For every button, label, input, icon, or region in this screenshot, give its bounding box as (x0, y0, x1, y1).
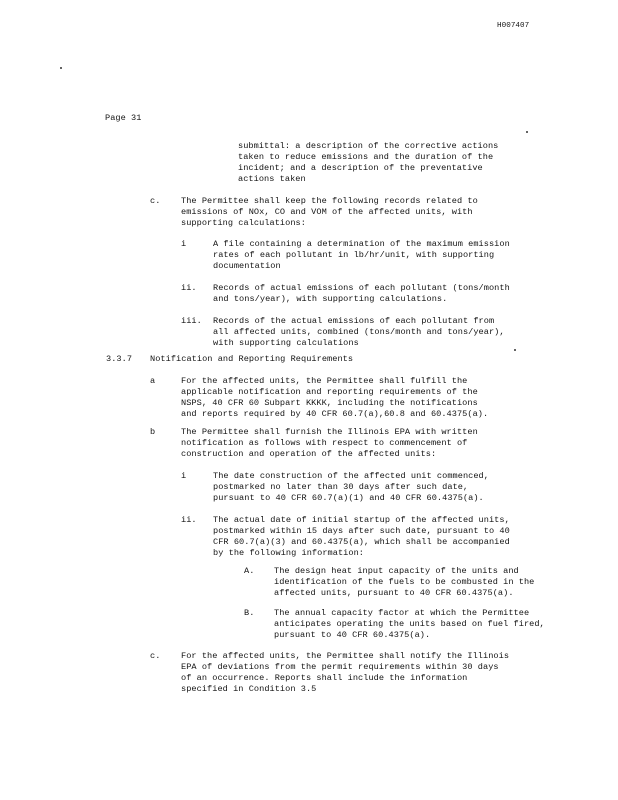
document-id: H007407 (497, 22, 530, 30)
continuation-line: incident; and a description of the preventative (238, 163, 483, 173)
paragraph-line: NSPS, 40 CFR 60 Subpart KKKK, including the notifications (181, 398, 478, 408)
scan-speck (526, 131, 528, 133)
paragraph-line: For the affected units, the Permittee shall notify the Illinois (181, 651, 510, 661)
section-number: 3.3.7 (106, 354, 133, 364)
continuation-line: taken to reduce emissions and the duration of the (238, 152, 494, 162)
paragraph-line: A file containing a determination of the maximum emission (213, 239, 510, 249)
list-marker: ii. (181, 515, 197, 525)
paragraph-line: The design heat input capacity of the units and (274, 566, 519, 576)
paragraph-line: rates of each pollutant in lb/hr/unit, with supporting (213, 250, 495, 260)
list-marker: c. (150, 651, 161, 661)
paragraph-line: with supporting calculations (213, 338, 359, 348)
paragraph-line: pursuant to 40 CFR 60.7(a)(1) and 40 CFR 60.4375(a). (213, 493, 484, 503)
paragraph-line: of an occurrence. Reports shall include the information (181, 673, 468, 683)
paragraph-line: For the affected units, the Permittee shall fulfill the (181, 376, 468, 386)
list-marker: B. (244, 608, 255, 618)
list-marker: a (150, 376, 156, 386)
paragraph-line: by the following information: (213, 548, 365, 558)
list-marker: b (150, 427, 156, 437)
paragraph-line: and reports required by 40 CFR 60.7(a),60.8 and 60.4375(a). (181, 409, 489, 419)
list-marker: i (181, 239, 187, 249)
paragraph-line: documentation (213, 261, 281, 271)
paragraph-line: supporting calculations: (181, 218, 306, 228)
paragraph-line: Records of the actual emissions of each pollutant from (213, 316, 495, 326)
paragraph-line: The actual date of initial startup of the affected units, (213, 515, 510, 525)
paragraph-line: postmarked within 15 days after such date, pursuant to 40 (213, 526, 510, 536)
continuation-line: actions taken (238, 174, 306, 184)
list-marker: iii. (181, 316, 202, 326)
paragraph-line: pursuant to 40 CFR 60.4375(a). (274, 630, 431, 640)
page-number: Page 31 (105, 113, 142, 123)
paragraph-line: Records of actual emissions of each pollutant (tons/month (213, 283, 510, 293)
paragraph-line: emissions of NOx, CO and VOM of the affected units, with (181, 207, 473, 217)
list-marker: c. (150, 196, 161, 206)
section-title: Notification and Reporting Requirements (150, 354, 354, 364)
paragraph-line: notification as follows with respect to commencement of (181, 438, 468, 448)
paragraph-line: identification of the fuels to be combusted in the (274, 577, 535, 587)
paragraph-line: affected units, pursuant to 40 CFR 60.4375(a). (274, 588, 514, 598)
paragraph-line: and tons/year), with supporting calculations. (213, 294, 448, 304)
paragraph-line: anticipates operating the units based on fuel fired, (274, 619, 545, 629)
paragraph-line: construction and operation of the affected units: (181, 449, 437, 459)
scan-speck (514, 349, 516, 351)
continuation-line: submittal: a description of the corrective actions (238, 141, 499, 151)
paragraph-line: The Permittee shall keep the following records related to (181, 196, 478, 206)
paragraph-line: all affected units, combined (tons/month and tons/year), (213, 327, 505, 337)
paragraph-line: CFR 60.7(a)(3) and 60.4375(a), which shall be accompanied (213, 537, 510, 547)
paragraph-line: specified in Condition 3.5 (181, 684, 317, 694)
paragraph-line: postmarked no later than 30 days after such date, (213, 482, 469, 492)
list-marker: A. (244, 566, 255, 576)
list-marker: i (181, 471, 187, 481)
scan-speck (60, 67, 62, 69)
paragraph-line: EPA of deviations from the permit requirements within 30 days (181, 662, 499, 672)
paragraph-line: The date construction of the affected unit commenced, (213, 471, 489, 481)
list-marker: ii. (181, 283, 197, 293)
paragraph-line: The Permittee shall furnish the Illinois EPA with written (181, 427, 478, 437)
paragraph-line: applicable notification and reporting requirements of the (181, 387, 478, 397)
paragraph-line: The annual capacity factor at which the Permittee (274, 608, 530, 618)
